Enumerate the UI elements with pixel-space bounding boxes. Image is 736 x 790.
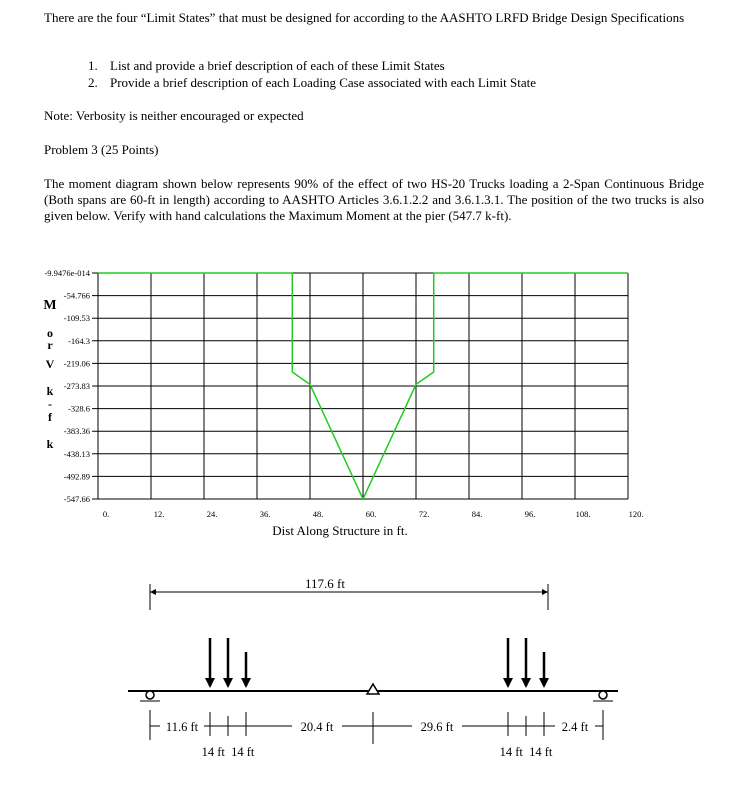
axle-spacing-right: 14 ft 14 ft bbox=[499, 745, 553, 759]
x-tick-labels bbox=[103, 509, 644, 519]
y-tick-label: -438.13 bbox=[63, 448, 90, 459]
y-axis-label-char: M bbox=[43, 298, 57, 313]
task-number: 2. bbox=[88, 75, 98, 90]
x-tick-label: 12. bbox=[153, 509, 165, 519]
note-text: Note: Verbosity is neither encouraged or expected bbox=[44, 108, 304, 123]
axle-spacing-left: 14 ft 14 ft bbox=[201, 745, 255, 759]
x-tick-label: 48. bbox=[312, 509, 324, 519]
arrow-down-icon bbox=[223, 678, 233, 688]
x-tick-label: 24. bbox=[206, 509, 218, 519]
y-axis-label-char: f bbox=[48, 410, 52, 424]
y-axis-label-char: o bbox=[47, 326, 53, 340]
task-text: List and provide a brief description of each of these Limit States bbox=[110, 58, 445, 73]
y-tick-label: -547.66 bbox=[63, 494, 90, 504]
dim-label-2-4: 2.4 ft bbox=[561, 720, 589, 734]
y-axis-label-char: r bbox=[47, 338, 53, 352]
dim-label-29-6: 29.6 ft bbox=[420, 720, 454, 734]
y-axis-label-char: V bbox=[45, 357, 55, 371]
chart-grid bbox=[92, 273, 628, 499]
y-tick-label: -164.3 bbox=[68, 335, 90, 346]
problem-heading: Problem 3 (25 Points) bbox=[44, 142, 159, 157]
arrow-left-icon bbox=[150, 589, 156, 595]
roller-support-right-icon bbox=[599, 691, 607, 699]
y-tick-label: -219.06 bbox=[63, 358, 90, 369]
arrow-down-icon bbox=[205, 678, 215, 688]
arrow-right-icon bbox=[542, 589, 548, 595]
x-tick-label: 60. bbox=[365, 509, 377, 519]
y-axis-label-char: k bbox=[46, 384, 54, 398]
y-tick-label: -9.9476e-014 bbox=[44, 268, 90, 278]
problem-text: The moment diagram shown below represents 90% of the effect of two HS-20 Trucks loading a 2-Span Continuous Bridge (Both spans are 60-ft in length) according to AASHTO Articles 3.6.1.2.2 and 3.6.1.3.1. The position of the two trucks is also given below. Verify with hand calculations the Maximum Moment at the pier (547.7 k-ft). bbox=[44, 176, 704, 223]
x-tick-label: 120. bbox=[628, 509, 644, 519]
pin-support-middle-icon bbox=[367, 684, 379, 694]
arrow-down-icon bbox=[241, 678, 251, 688]
y-tick-label: -109.53 bbox=[63, 313, 90, 324]
y-axis-label-char: k bbox=[46, 437, 54, 451]
y-tick-label: -54.766 bbox=[63, 290, 90, 301]
x-tick-label: 0. bbox=[102, 509, 110, 519]
y-tick-label: -273.83 bbox=[63, 381, 90, 391]
y-axis-label-char: - bbox=[48, 397, 52, 411]
y-tick-label: -492.89 bbox=[63, 471, 90, 482]
moment-diagram-chart bbox=[0, 250, 736, 550]
x-axis-label: Dist Along Structure in ft. bbox=[272, 523, 408, 538]
x-tick-label: 72. bbox=[418, 509, 430, 519]
task-text: Provide a brief description of each Loading Case associated with each Limit State bbox=[110, 75, 536, 90]
arrow-down-icon bbox=[521, 678, 531, 688]
arrow-down-icon bbox=[539, 678, 549, 688]
roller-support-left-icon bbox=[146, 691, 154, 699]
task-item-2 bbox=[88, 75, 536, 91]
truck-position-diagram bbox=[0, 560, 736, 790]
x-tick-label: 96. bbox=[524, 509, 536, 519]
task-item-1 bbox=[88, 58, 445, 74]
total-length-label: 117.6 ft bbox=[305, 576, 345, 591]
task-number: 1. bbox=[88, 58, 98, 73]
y-axis-label bbox=[43, 298, 56, 451]
intro-text: There are the four “Limit States” that must be designed for according to the AASHTO LRFD Bridge Design Specifications bbox=[44, 10, 685, 25]
x-tick-label: 84. bbox=[471, 509, 483, 519]
x-tick-label: 108. bbox=[575, 509, 591, 519]
y-tick-label: -383.36 bbox=[63, 426, 90, 437]
dim-label-11-6: 11.6 ft bbox=[165, 720, 199, 734]
arrow-down-icon bbox=[503, 678, 513, 688]
x-tick-label: 36. bbox=[259, 509, 271, 519]
y-tick-label: -328.6 bbox=[68, 403, 90, 414]
dim-label-20-4: 20.4 ft bbox=[300, 720, 334, 734]
